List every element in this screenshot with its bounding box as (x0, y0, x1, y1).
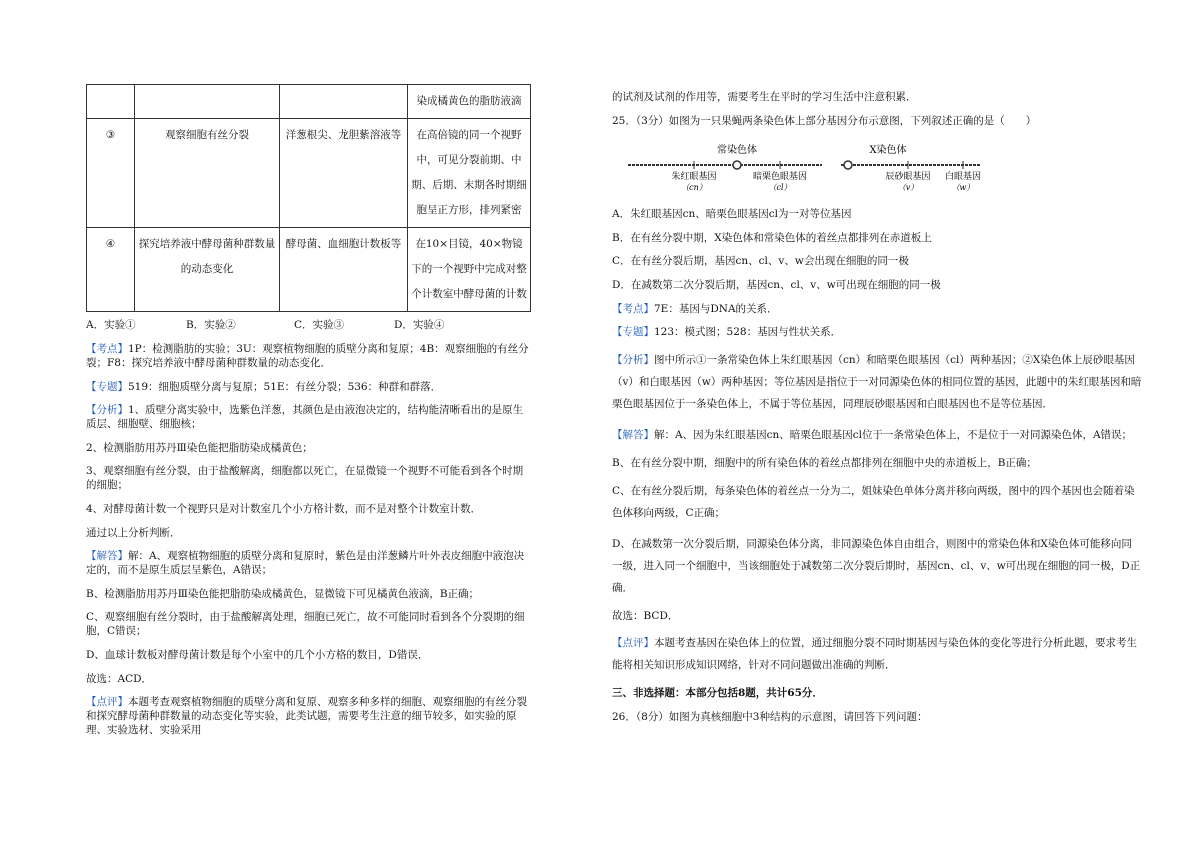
chr1-label: 常染色体 (717, 145, 757, 157)
gene-w-symbol: （w） (951, 183, 975, 193)
chromosome-figure (626, 143, 986, 193)
table-cell (135, 85, 280, 119)
table-row (87, 85, 531, 119)
fenxi-tag: 【分析】 (86, 404, 128, 417)
zhuanti-paragraph (86, 380, 530, 394)
answer-options (86, 318, 530, 332)
table-row (87, 228, 531, 312)
table-cell: 探究培养液中酵母菌种群数量的动态变化 (135, 228, 280, 312)
table-cell (87, 85, 135, 119)
kaodian-text: 1P：检测脂肪的实验；3U：观察植物细胞的质壁分离和复原；4B：观察细胞的有丝分裂；F8：探究培养液中酵母菌种群数量的动态变化． (86, 343, 529, 369)
question-26: 26．（8分）如图为真核细胞中3种结构的示意图，请回答下列问题： (612, 710, 928, 723)
gene-v-symbol: （v） (897, 183, 919, 193)
gene-w: 白眼基因 (944, 172, 982, 183)
zhuanti-paragraph (612, 325, 1142, 339)
jieda-text-5: 故选：ACD． (86, 672, 153, 685)
option-c: C．在有丝分裂后期，基因cn、cl、v、w会出现在细胞的同一极 (612, 255, 909, 268)
table-cell: 染成橘黄色的脂肪液滴 (408, 85, 531, 119)
table-cell: ④ (87, 228, 135, 312)
dianping-paragraph (86, 695, 530, 737)
jieda-paragraph (612, 424, 1142, 446)
jieda-text-2: B、在有丝分裂中期，细胞中的所有染色体的着丝点都排列在细胞中央的赤道板上，B正确； (612, 456, 1037, 469)
left-column (86, 84, 530, 747)
right-column (612, 90, 1142, 733)
table-cell: 酵母菌、血细胞计数板等 (280, 228, 408, 312)
fenxi-paragraph (612, 349, 1142, 415)
dianping-tag: 【点评】 (612, 637, 654, 650)
continuation-text: 的试剂及试剂的作用等，需要考生在平时的学习生活中注意积累． (612, 91, 917, 103)
zhuanti-tag: 【专题】 (86, 380, 128, 393)
chr2-label: X染色体 (869, 145, 907, 157)
section-3-heading: 三、非选择题：本部分包括8题，共计65分． (612, 686, 823, 699)
table-cell (280, 85, 408, 119)
jieda-text-3: C、在有丝分裂后期，每条染色体的着丝点一分为二，姐妹染色单体分离并移向两级，图中的四个基因也会随着染色体移向两级，C正确； (612, 484, 1135, 519)
jieda-text-4: D、在减数第一次分裂后期，同源染色体分离，非同源染色体自由组合，则图中的常染色体和X染色体可能移向同一级，进入同一个细胞中，当该细胞处于减数第二次分裂后期时，基因cn、cl、v、w可出现在细胞的同一极，D正确． (612, 538, 1141, 595)
kaodian-paragraph (612, 302, 1142, 316)
centromere-2 (844, 161, 852, 169)
fenxi-text-5: 通过以上分析判断． (86, 526, 181, 539)
zhuanti-tag: 【专题】 (612, 326, 654, 339)
fenxi-text-2: 2、检测脂肪用苏丹Ⅲ染色能把脂肪染成橘黄色； (86, 441, 313, 454)
gene-cl-symbol: （cl） (768, 183, 792, 193)
fenxi-text-4: 4、对酵母菌计数一个视野只是对计数室几个小方格计数，而不是对整个计数室计数． (86, 502, 482, 515)
zhuanti-text: 123：模式图；528：基因与性状关系． (654, 326, 842, 339)
jieda-tag: 【解答】 (86, 550, 128, 563)
table-cell: 在高倍镜的同一个视野中，可见分裂前期、中期、后期、末期各时期细胞呈正方形，排列紧密 (408, 119, 531, 228)
dianping-text: 本题考查观察植物细胞的质壁分离和复原、观察多种多样的细胞、观察细胞的有丝分裂和探究酵母菌种群数量的动态变化等实验，此类试题，需要考生注意的细节较多，如实验的原理、实验选材、实验采用 (86, 696, 527, 737)
kaodian-tag: 【考点】 (612, 302, 654, 315)
dianping-text: 本题考查基因在染色体上的位置，通过细胞分裂不同时期基因与染色体的变化等进行分析此题，要求考生能将相关知识形成知识网络，针对不同问题做出准确的判断． (612, 637, 1137, 672)
option-d: D．实验④ (394, 319, 445, 331)
jieda-text-5: 故选：BCD． (612, 609, 679, 622)
fenxi-text: 图中所示①一条常染色体上朱红眼基因（cn）和暗栗色眼基因（cl）两种基因；②X染色体上辰砂眼基因（v）和白眼基因（w）两种基因；等位基因是指位于一对同源染色体的相同位置的基因，此题中的朱红眼基因和暗栗色眼基因位于一条染色体上，不属于等位基因，同理辰砂眼基因和白眼基因也不是等位基因． (612, 353, 1142, 410)
table-row (87, 119, 531, 228)
jieda-text-1: 解：A、因为朱红眼基因cn、暗栗色眼基因cl位于一条常染色体上，不是位于一对同源染色体，A错误； (654, 429, 1133, 442)
fenxi-paragraph (86, 403, 530, 431)
table-cell: 洋葱根尖、龙胆紫溶液等 (280, 119, 408, 228)
experiment-table (86, 84, 531, 312)
jieda-text-2: B、检测脂肪用苏丹Ⅲ染色能把脂肪染成橘黄色，显微镜下可见橘黄色液滴，B正确； (86, 587, 480, 600)
kaodian-text: 7E：基因与DNA的关系． (654, 302, 778, 315)
option-a: A．实验① (86, 319, 136, 331)
fenxi-text-1: 1、质壁分离实验中，选紫色洋葱，其颜色是由液泡决定的，结构能清晰看出的是原生质层、细胞壁、细胞核； (86, 404, 524, 431)
kaodian-paragraph (86, 342, 530, 370)
fenxi-tag: 【分析】 (612, 353, 654, 366)
option-c: C．实验③ (294, 319, 345, 331)
kaodian-tag: 【考点】 (86, 343, 128, 355)
jieda-tag: 【解答】 (612, 429, 654, 442)
zhuanti-text: 519：细胞质壁分离与复原；51E：有丝分裂；536：种群和群落． (128, 380, 442, 393)
option-d: D．在减数第二次分裂后期，基因cn、cl、v、w可出现在细胞的同一极 (612, 278, 941, 291)
jieda-paragraph (86, 549, 530, 577)
option-a: A．朱红眼基因cn、暗栗色眼基因cl为一对等位基因 (612, 208, 852, 221)
jieda-text-3: C、观察细胞有丝分裂时，由于盐酸解离处理，细胞已死亡，故不可能同时看到各个分裂期的细胞，C错误； (86, 611, 525, 638)
option-b: B．实验② (186, 319, 236, 331)
dianping-tag: 【点评】 (86, 696, 128, 709)
table-cell: ③ (87, 119, 135, 228)
centromere-1 (733, 161, 741, 169)
gene-v: 辰砂眼基因 (885, 172, 931, 183)
gene-cn-symbol: （cn） (681, 183, 707, 193)
option-b: B．在有丝分裂中期，X染色体和常染色体的着丝点都排列在赤道板上 (612, 231, 932, 244)
dianping-paragraph (612, 632, 1142, 676)
table-cell: 在10×目镜，40×物镜下的一个视野中完成对整个计数室中酵母菌的计数 (408, 228, 531, 312)
jieda-text-4: D、血球计数板对酵母菌计数是每个小室中的几个小方格的数目，D错误． (86, 648, 429, 661)
gene-cn: 朱红眼基因 (671, 172, 717, 183)
table-cell: 观察细胞有丝分裂 (135, 119, 280, 228)
question-25: 25．（3分）如图为一只果蝇两条染色体上部分基因分布示意图，下列叙述正确的是（ ） (612, 114, 1037, 127)
gene-cl: 暗栗色眼基因 (752, 172, 808, 183)
fenxi-text-3: 3、观察细胞有丝分裂，由于盐酸解离，细胞都以死亡，在显微镜一个视野不可能看到各个时期的细胞； (86, 465, 524, 492)
jieda-text-1: 解：A、观察植物细胞的质壁分离和复原时，紫色是由洋葱鳞片叶外表皮细胞中液泡决定的，而不是原生质层呈紫色，A错误； (86, 550, 525, 577)
